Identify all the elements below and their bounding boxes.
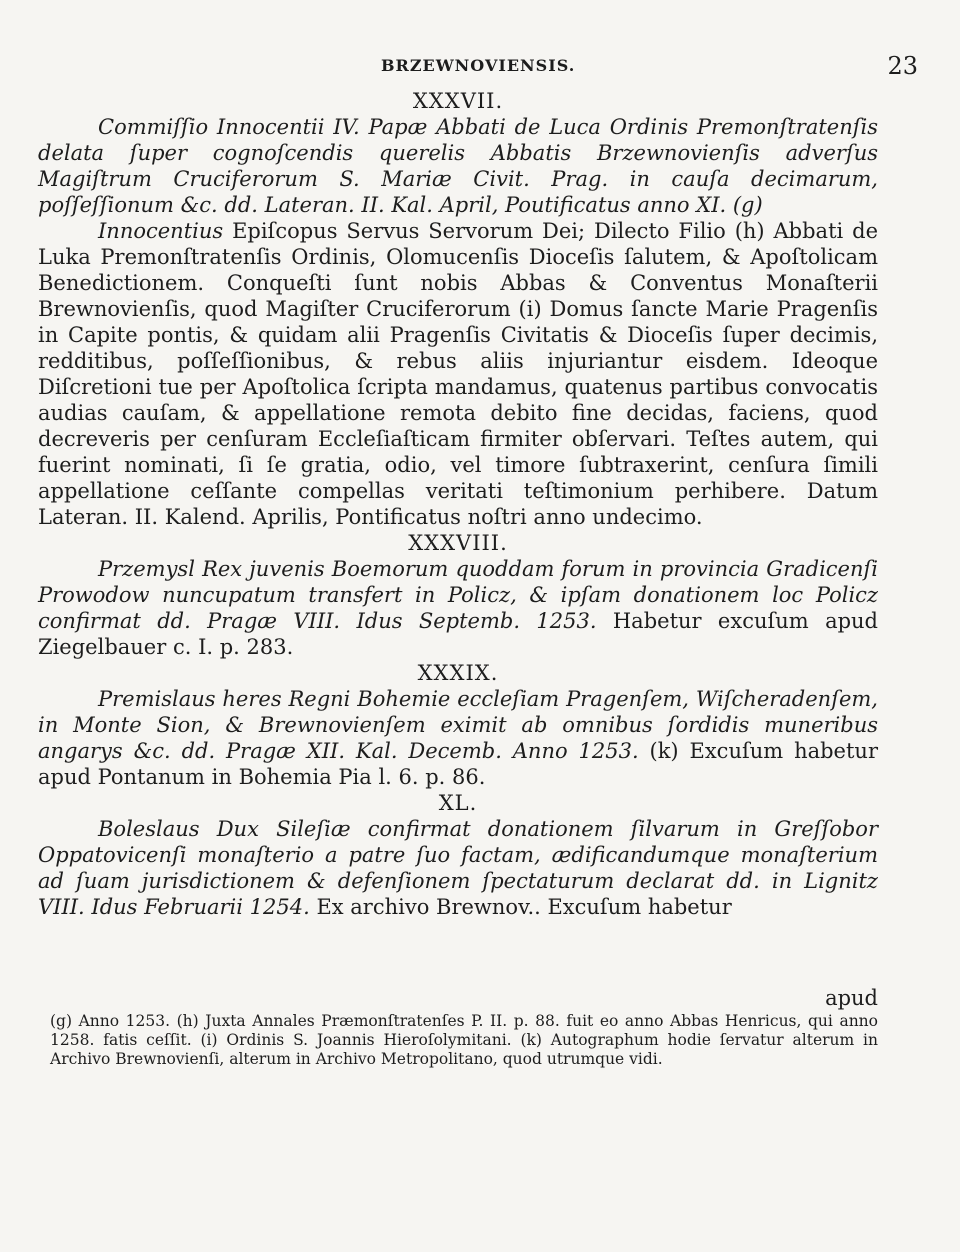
entry-body-text: Epiſcopus Servus Servorum Dei; Dilecto Filio (h) Abbati de Luka Premonſtratenſis Ordinis, Olomucenſis Dioceſis ſalutem, & Apoſtolicam Benedictionem. Conqueſti ſunt nobis Abbas & Conventus Monaſterii Brewnovienſis, quod Magiſter Cruciferorum (i) Domus ſancte Marie Pragenſis in Capite pontis, & quidam alii Pragenſis Civitatis & Dioceſis ſuper decimis, redditibus, poſſeſſionibus, & rebus aliis injuriantur eisdem. Ideoque Diſcretioni tue per Apoſtolica ſcripta mandamus, quatenus partibus convocatis audias cauſam, & appellatione remota debito fine decidas, faciens, quod decreveris per cenſuram Eccleſiaſticam firmiter obſervari. Teſtes autem, qui fuerint nominati, ſi ſe gratia, odio, vel timore ſubtraxerint, cenſura ſimili appellatione ceſſante compellas veritati teſtimonium perhibere. Datum Lateran. II. Kalend. Aprilis, Pontificatus noſtri anno undecimo. [38,219,878,529]
entry-body-incipit: Innocentius [98,219,224,243]
entry-summary: Przemysl Rex juvenis Boemorum quoddam forum in provincia Gradicenſi Prowodow nuncupatum transfert in Policz, & ipſam donationem loc Policz confirmat dd. Pragæ VIII. Idus Septemb. 1253. [38,557,878,633]
entry-numeral: XXXVIII. [408,531,508,555]
catchword: apud [825,986,878,1010]
footnotes [38,1012,878,1069]
entry-source-note: Ex archivo Brewnov.. Excuſum habetur [309,895,732,919]
entry-source-note: (k) Excuſum habetur apud Pontanum in Bohemia Pia l. 6. p. 86. [38,739,878,789]
running-head: BRZEWNOVIENSIS. [381,56,576,75]
page-header [38,50,918,88]
entry-body [38,218,878,530]
entry-summary: Commiſſio Innocentii IV. Papæ Abbati de Luca Ordinis Premonſtratenſis delata ſuper cognoſcendis querelis Abbatis Brzewnovienſis adverſus Magiſtrum Cruciferorum S. Mariæ Civit. Prag. in cauſa decimarum, poſſeſſionum &c. dd. Lateran. II. Kal. April, Poutificatus anno XI. (g) [38,115,878,217]
entry-summary: Boleslaus Dux Sileſiæ confirmat donationem ſilvarum in Greſſobor Oppatovicenſi monaſterio a patre ſuo factam, ædificandumque monaſterium ad ſuam jurisdictionem & defenſionem ſpectaturum declarat dd. in Lignitz VIII. Idus Februarii 1254. [38,817,878,919]
entry-numeral: XL. [438,791,478,815]
entry-source-note: Habetur excuſum apud Ziegelbauer c. I. p. 283. [38,609,878,659]
entry-39 [38,660,878,790]
entry-summary-block [38,686,878,790]
entry-37 [38,88,878,530]
entry-summary-block [38,816,878,920]
entry-summary-block [38,556,878,660]
page-number: 23 [887,52,918,80]
footnote-text: (g) Anno 1253. (h) Juxta Annales Præmonſtratenſes P. II. p. 88. fuit eo anno Abbas Henricus, qui anno 1258. fatis ceſſit. (i) Ordinis S. Joannis Hieroſolymitani. (k) Autographum hodie ſervatur alterum in Archivo Brewnovienſi, alterum in Archivo Metropolitano, quod utrumque vidi. [50,1012,878,1068]
entry-numeral: XXXIX. [417,661,499,685]
entry-summary: Premislaus heres Regni Bohemie eccleſiam Pragenſem, Wiſcheradenſem, in Monte Sion, & Brewnovienſem eximit ab omnibus ſordidis muneribus angarys &c. dd. Pragæ XII. Kal. Decemb. Anno 1253. [38,687,878,763]
entry-40 [38,790,878,920]
entry-38 [38,530,878,660]
entry-numeral: XXXVII. [412,89,504,113]
